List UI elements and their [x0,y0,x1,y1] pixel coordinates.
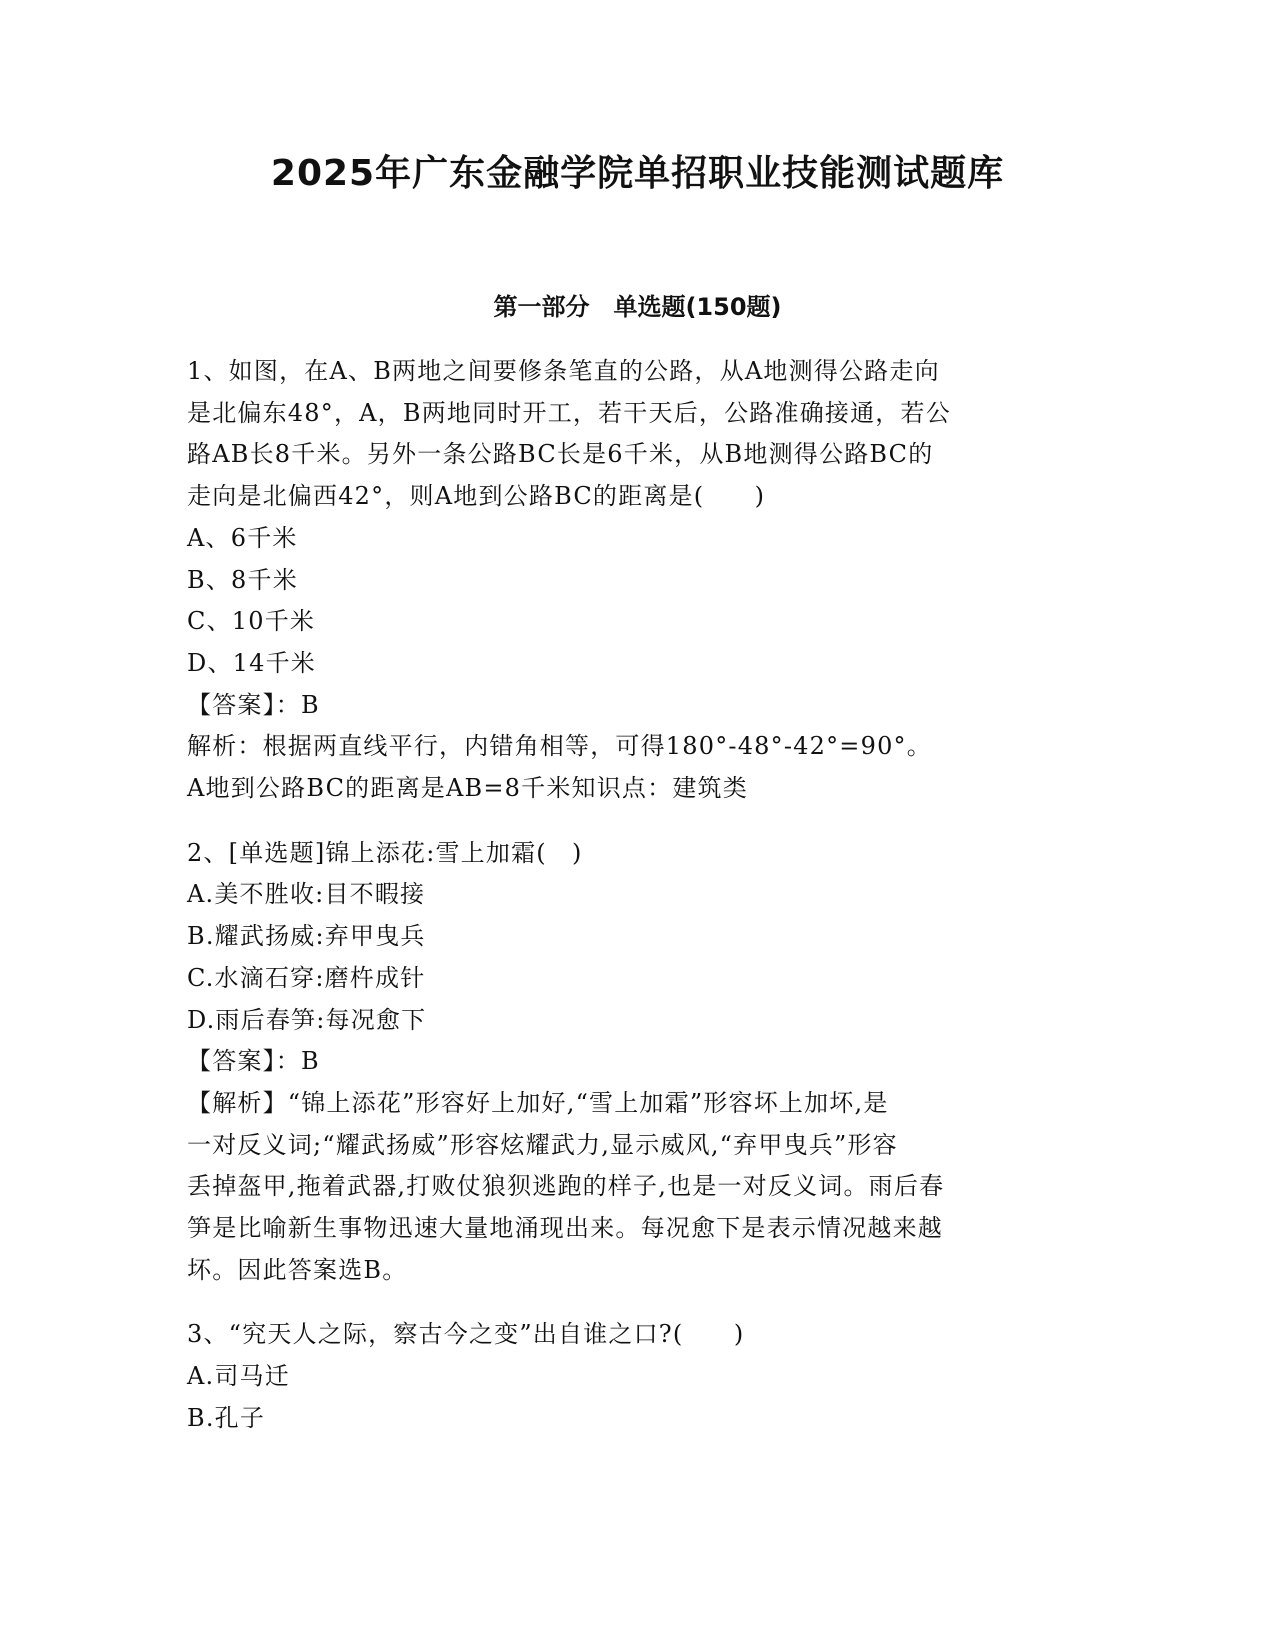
question-stem: 是北偏东48°，A，B两地同时开工，若干天后，公路准确接通，若公 [187,398,951,427]
document-title: 2025年广东金融学院单招职业技能测试题库 [270,153,1005,194]
question-stem: 3、“究天人之际，察古今之变”出自谁之口?( ) [187,1320,745,1349]
option-a: A.司马迁 [187,1362,290,1391]
analysis-line: A地到公路BC的距离是AB=8千米知识点：建筑类 [187,774,748,803]
question-item [187,351,1087,810]
option-d: D.雨后春笋:每况愈下 [187,1005,427,1034]
option-a: A.美不胜收:目不暇接 [187,880,426,909]
question-item [187,1314,1087,1439]
answer-line: 【答案】：B [187,690,320,719]
question-stem: 1、如图，在A、B两地之间要修条笔直的公路，从A地测得公路走向 [187,357,940,385]
section-title: 第一部分 单选题(150题) [493,293,782,321]
analysis-line: 【解析】“锦上添花”形容好上加好,“雪上加霜”形容坏上加坏,是 [187,1088,889,1117]
analysis-line: 笋是比喻新生事物迅速大量地涌现出来。每况愈下是表示情况越来越 [187,1214,943,1243]
analysis-line: 一对反义词;“耀武扬威”形容炫耀武力,显示威风,“弃甲曳兵”形容 [187,1130,898,1159]
option-d: D、14千米 [187,648,316,677]
question-stem: 2、[单选题]锦上添花:雪上加霜( ) [187,838,583,867]
option-b: B.孔子 [187,1403,266,1432]
answer-line: 【答案】：B [187,1047,320,1076]
analysis-line: 解析：根据两直线平行，内错角相等，可得180°-48°-42°=90°。 [187,732,932,761]
analysis-line: 丢掉盔甲,拖着武器,打败仗狼狈逃跑的样子,也是一对反义词。雨后春 [187,1172,945,1201]
option-a: A、6千米 [187,523,298,552]
question-stem: 走向是北偏西42°，则A地到公路BC的距离是( ) [187,482,766,511]
question-stem: 路AB长8千米。另外一条公路BC长是6千米，从B地测得公路BC的 [187,440,934,469]
analysis-line: 坏。因此答案选B。 [187,1255,408,1284]
question-item [187,833,1087,1292]
option-c: C.水滴石穿:磨杵成针 [187,963,426,992]
option-b: B.耀武扬威:弃甲曳兵 [187,922,426,951]
question-list [187,351,1087,1463]
option-b: B、8千米 [187,565,298,594]
option-c: C、10千米 [187,607,316,636]
